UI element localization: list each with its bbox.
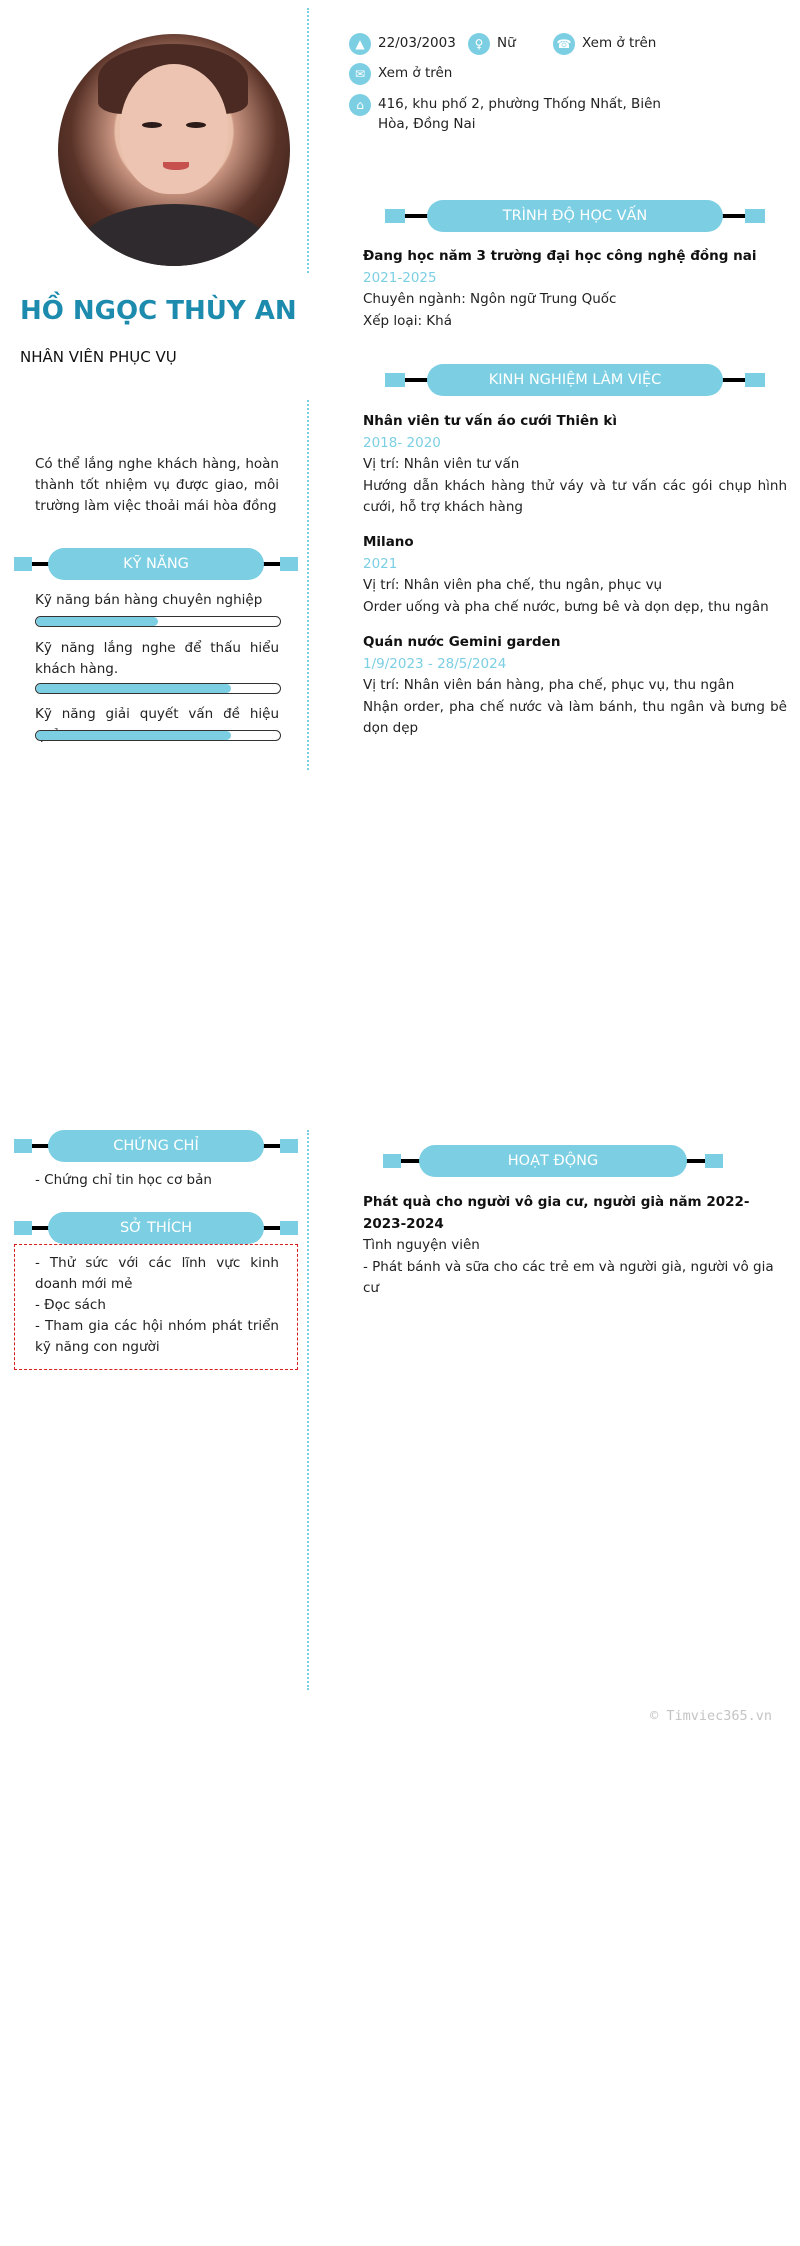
work-description: Nhận order, pha chế nước và làm bánh, thu ngân và bưng bê dọn dẹp — [363, 698, 787, 736]
skill-label: Kỹ năng bán hàng chuyên nghiệp — [35, 592, 263, 608]
work-role: Vị trí: Nhân viên bán hàng, pha chế, phục vụ, thu ngân — [363, 677, 735, 693]
certificates-title: CHỨNG CHỈ — [48, 1130, 264, 1162]
grade: Xếp loại: Khá — [363, 312, 452, 329]
location-icon: ⌂ — [349, 94, 371, 116]
contact-gender: ♀ Nữ — [468, 33, 516, 55]
cake-icon: ▲ — [349, 33, 371, 55]
work-period: 1/9/2023 - 28/5/2024 — [363, 655, 507, 672]
education-title: TRÌNH ĐỘ HỌC VẤN — [427, 200, 723, 232]
experience-item — [363, 532, 787, 618]
skill-bar — [35, 683, 281, 694]
footer-watermark: © Timviec365.vn — [650, 1708, 772, 1724]
job-position: NHÂN VIÊN PHỤC VỤ — [20, 348, 177, 366]
major: Chuyên ngành: Ngôn ngữ Trung Quốc — [363, 291, 617, 307]
hobbies-box — [14, 1244, 298, 1370]
divider-bottom — [307, 1130, 309, 1690]
work-period: 2018- 2020 — [363, 434, 441, 451]
hobby-item: - Tham gia các hội nhóm phát triển kỹ năng con người — [35, 1318, 279, 1355]
mail-icon: ✉ — [349, 63, 371, 85]
skill-label: Kỹ năng lắng nghe để thấu hiểu khách hàng. — [35, 640, 279, 677]
profile-photo — [58, 34, 290, 266]
phone-icon: ☎ — [553, 33, 575, 55]
activities-section-header — [383, 1145, 723, 1177]
gender-icon: ♀ — [468, 33, 490, 55]
work-description: Order uống và pha chế nước, bưng bê và dọn dẹp, thu ngân — [363, 598, 769, 615]
skill-bar — [35, 616, 281, 627]
certificate-item: - Chứng chỉ tin học cơ bản — [35, 1172, 212, 1188]
contact-email: ✉ Xem ở trên — [349, 63, 452, 85]
skills-title: KỸ NĂNG — [48, 548, 264, 580]
contact-birthday: ▲ 22/03/2003 — [349, 33, 456, 55]
activity-event: Phát quà cho người vô gia cư, người già năm 2022-2023-2024 — [363, 1194, 750, 1232]
career-objective: Có thể lắng nghe khách hàng, hoàn thành tốt nhiệm vụ được giao, môi trường làm việc thoải mái hòa đồng — [35, 456, 279, 514]
divider-middle — [307, 400, 309, 770]
hobbies-title: SỞ THÍCH — [48, 1212, 264, 1244]
hobby-item: - Thử sức với các lĩnh vực kinh doanh mới mẻ — [35, 1255, 279, 1292]
work-role: Vị trí: Nhân viên pha chế, thu ngân, phục vụ — [363, 577, 663, 593]
skills-section-header — [14, 548, 298, 580]
experience-item — [363, 411, 787, 519]
candidate-name: HỒ NGỌC THÙY AN — [20, 296, 297, 326]
certificates-section-header — [14, 1130, 298, 1162]
skill-label: Kỹ năng giải quyết vấn đề hiệu — [35, 706, 279, 722]
company-name: Milano — [363, 534, 414, 550]
hobby-item: - Đọc sách — [35, 1297, 106, 1313]
divider-top — [307, 8, 309, 273]
company-name: Nhân viên tư vấn áo cưới Thiên kì — [363, 413, 618, 429]
activity-role: Tình nguyện viên — [363, 1237, 480, 1253]
activity-block — [363, 1192, 787, 1300]
work-role: Vị trí: Nhân viên tư vấn — [363, 456, 520, 472]
skill-bar — [35, 730, 281, 741]
work-period: 2021 — [363, 555, 398, 572]
company-name: Quán nước Gemini garden — [363, 634, 561, 650]
experience-title: KINH NGHIỆM LÀM VIỆC — [427, 364, 723, 396]
experience-section-header — [385, 364, 765, 396]
school-name: Đang học năm 3 trường đại học công nghệ đồng nai — [363, 248, 757, 264]
hobbies-section-header — [14, 1212, 298, 1244]
activity-description: - Phát bánh và sữa cho các trẻ em và người già, người vô gia cư — [363, 1258, 774, 1296]
education-section-header — [385, 200, 765, 232]
activities-title: HOẠT ĐỘNG — [419, 1145, 687, 1177]
contact-phone: ☎ Xem ở trên — [553, 33, 656, 55]
work-description: Hướng dẫn khách hàng thử váy và tư vấn các gói chụp hình cưới, hỗ trợ khách hàng — [363, 477, 787, 515]
study-period: 2021-2025 — [363, 269, 437, 286]
experience-item — [363, 632, 787, 740]
education-block — [363, 246, 787, 332]
contact-address: ⌂ 416, khu phố 2, phường Thống Nhất, Biên Hòa, Đồng Nai — [349, 94, 678, 134]
